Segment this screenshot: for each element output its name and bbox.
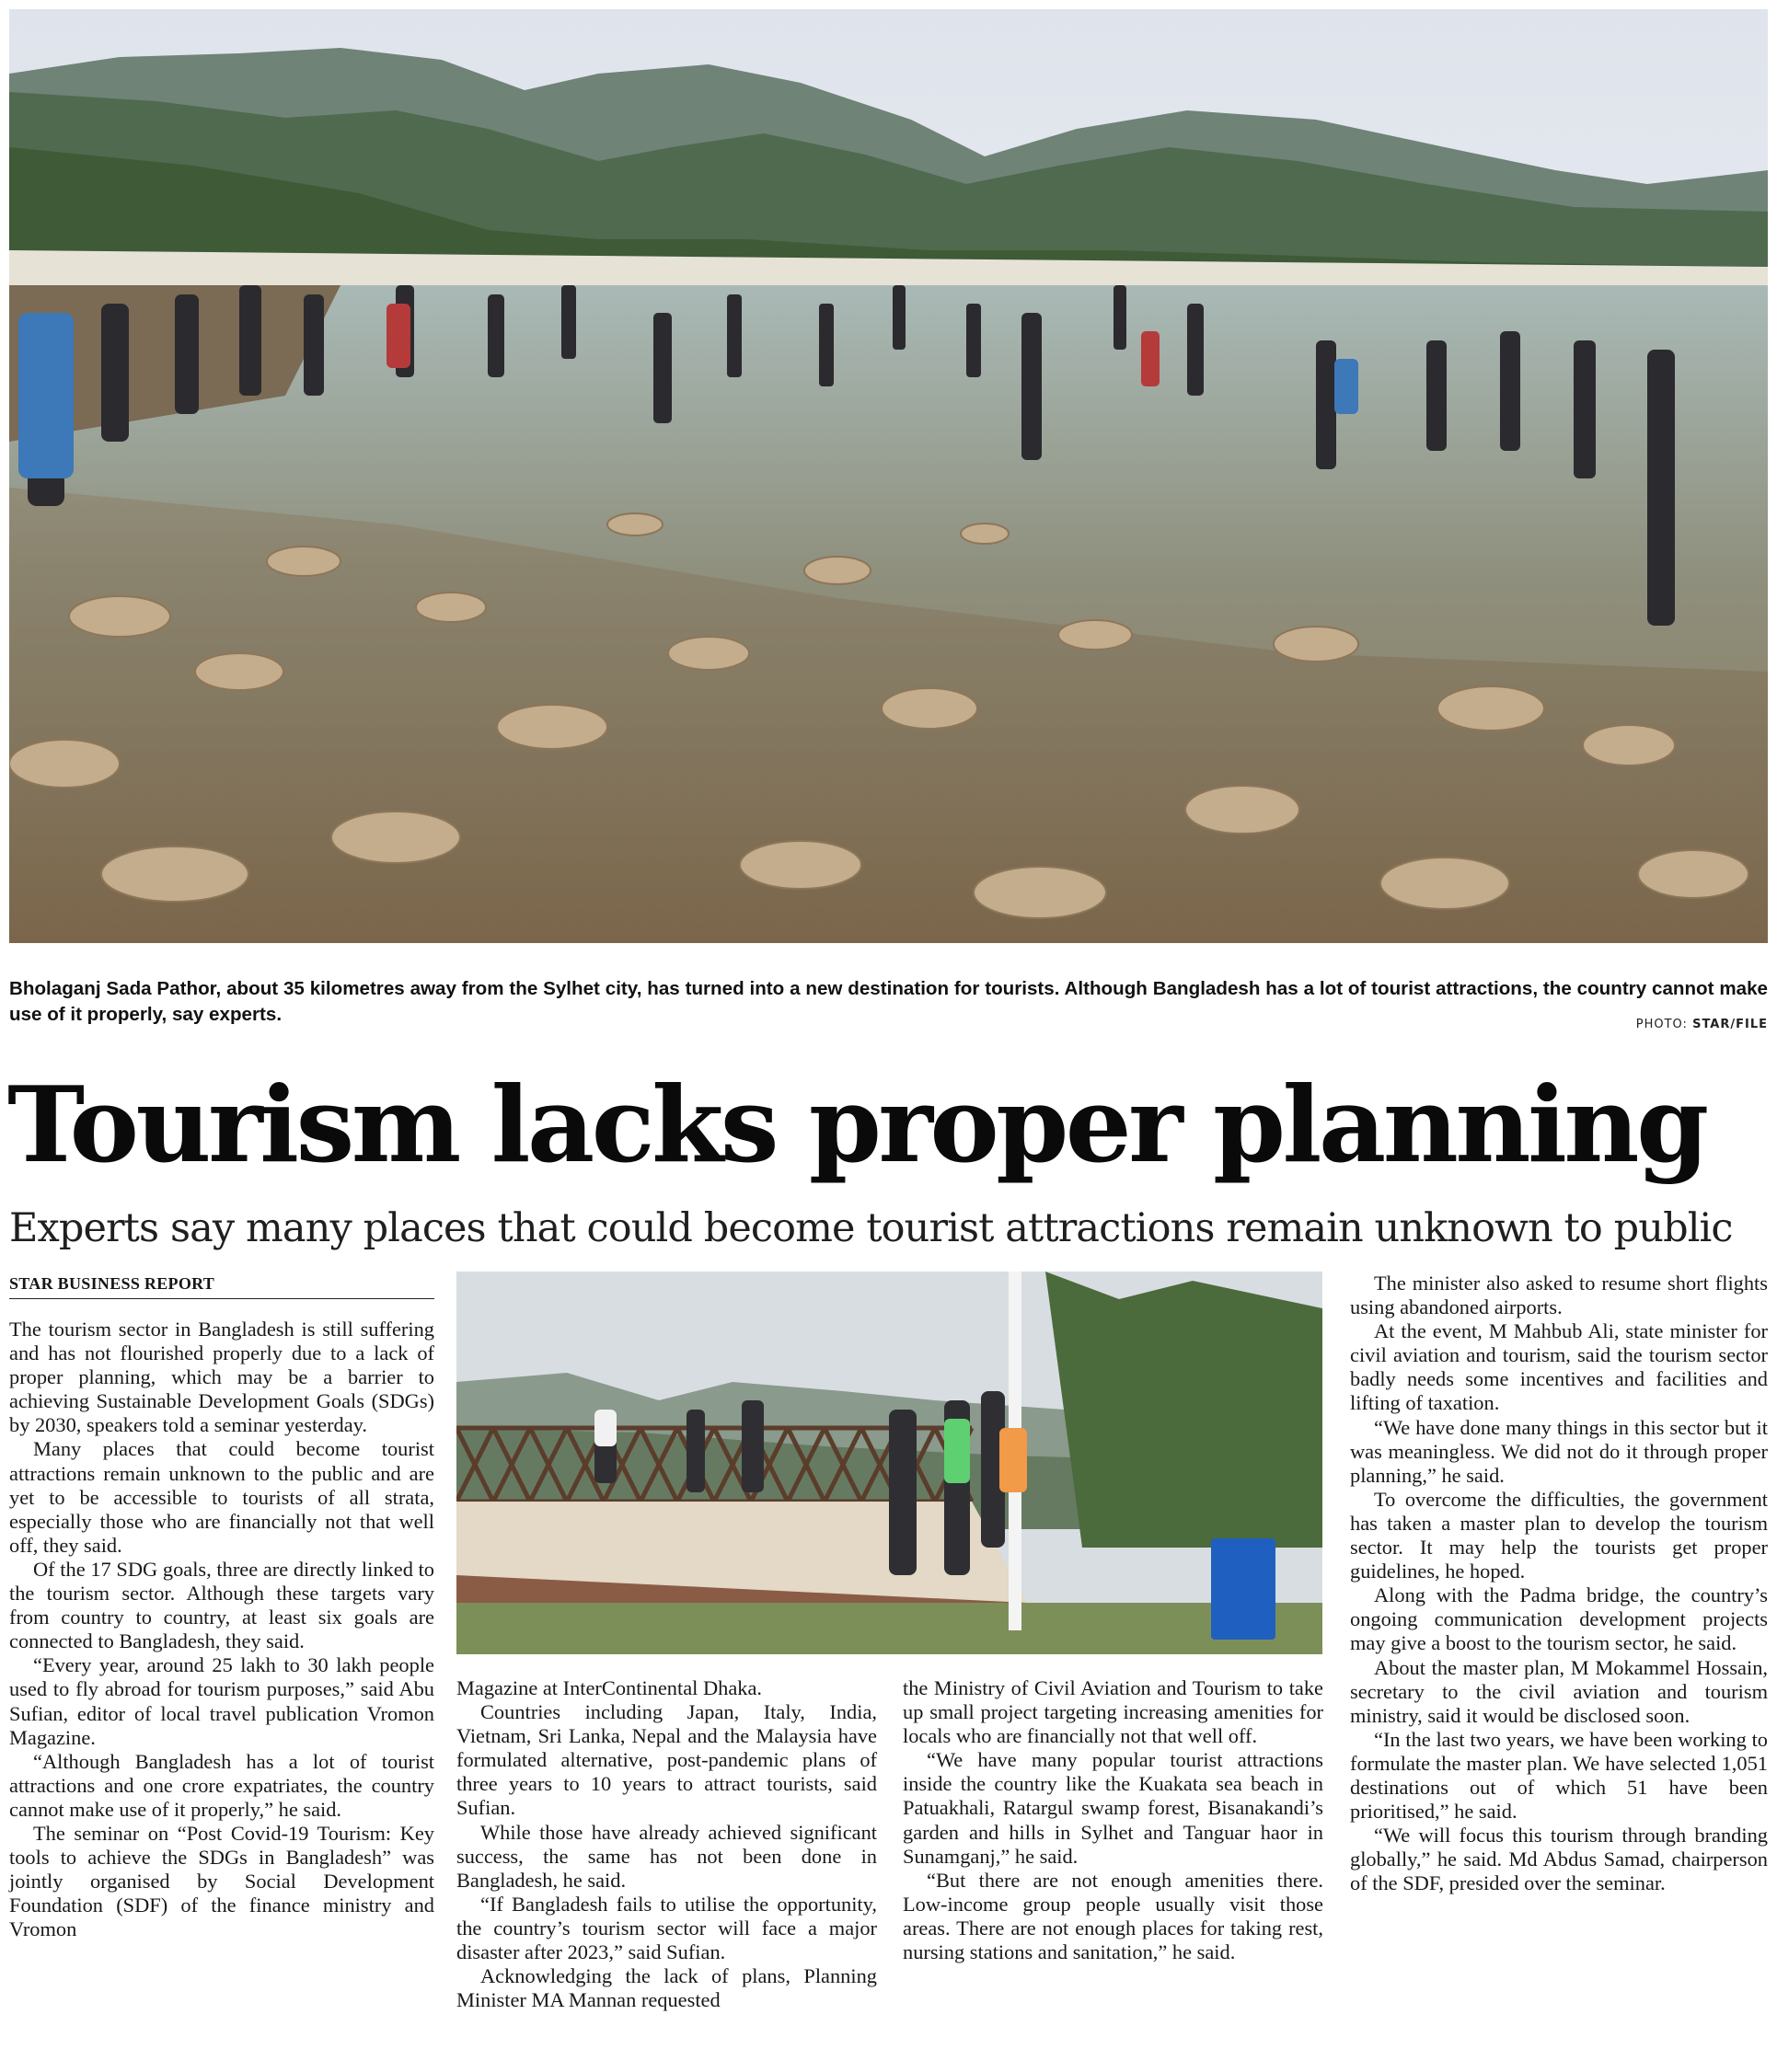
paragraph: “Although Bangladesh has a lot of tourist attractions and one crore expatriates, the country cannot make use of it properly,” he said. [9, 1749, 434, 1821]
paragraph: Many places that could become tourist attractions remain unknown to the public and are yet to be accessible to tourists of all strata, especially those who are financially not that well off, they said. [9, 1437, 434, 1557]
inset-photo-viewpoint [456, 1272, 1322, 1654]
paragraph: To overcome the difficulties, the government has taken a master plan to develop the tourism sector. It may help the tourists get proper guidelines, he hoped. [1350, 1487, 1768, 1583]
article-column-3 [903, 1676, 1323, 1964]
paragraph: “We have many popular tourist attractions inside the country like the Kuakata sea beach in Patuakhali, Ratargul swamp forest, Bisanakandi’s garden and hills in Sylhet and Tanguar haor in Sunamganj,” he said. [903, 1748, 1323, 1868]
paragraph: Acknowledging the lack of plans, Planning Minister MA Mannan requested [456, 1964, 877, 2012]
hero-photo-river-stones [9, 9, 1768, 943]
article-byline: STAR BUSINESS REPORT [9, 1272, 434, 1299]
paragraph: “If Bangladesh fails to utilise the opportunity, the country’s tourism sector will face a major disaster after 2023,” said Sufian. [456, 1892, 877, 1964]
paragraph: “We have done many things in this sector but it was meaningless. We did not do it through proper planning,” he said. [1350, 1415, 1768, 1487]
photo-credit-label: PHOTO: [1635, 1018, 1688, 1031]
paragraph: Of the 17 SDG goals, three are directly linked to the tourism sector. Although these targets vary from country to country, at least six goals are connected to Bangladesh, they said. [9, 1557, 434, 1653]
photo-credit-source: STAR/FILE [1692, 1018, 1768, 1031]
paragraph: The seminar on “Post Covid-19 Tourism: Key tools to achieve the SDGs in Bangladesh” was jointly organised by Social Development Foundation (SDF) of the finance ministry and Vromon [9, 1821, 434, 1941]
paragraph: Countries including Japan, Italy, India, Vietnam, Sri Lanka, Nepal and the Malaysia have formulated alternative, post-pandemic plans of three years to 10 years to attract tourists, said Sufian. [456, 1700, 877, 1820]
paragraph: At the event, M Mahbub Ali, state minister for civil aviation and tourism, said the tourism sector badly needs some incentives and facilities and lifting of taxation. [1350, 1319, 1768, 1415]
paragraph: The minister also asked to resume short flights using abandoned airports. [1350, 1272, 1768, 1319]
paragraph: “But there are not enough amenities there. Low-income group people usually visit those areas. There are not enough places for taking rest, nursing stations and sanitation,” he said. [903, 1868, 1323, 1964]
article-headline: Tourism lacks proper planning [7, 1064, 1706, 1186]
paragraph: “We will focus this tourism through branding globally,” he said. Md Abdus Samad, chairperson of the SDF, presided over the seminar. [1350, 1824, 1768, 1895]
paragraph: The tourism sector in Bangladesh is still suffering and has not flourished properly due to a lack of proper planning, which may be a barrier to achieving Sustainable Development Goals (SDGs) by 2030, speakers told a seminar yesterday. [9, 1318, 434, 1437]
paragraph: “Every year, around 25 lakh to 30 lakh people used to fly abroad for tourism purposes,” said Abu Sufian, editor of local travel publication Vromon Magazine. [9, 1653, 434, 1749]
paragraph: About the master plan, M Mokammel Hossain, secretary to the civil aviation and tourism ministry, said it would be disclosed soon. [1350, 1655, 1768, 1727]
article-column-1 [9, 1318, 434, 1941]
article-column-4 [1350, 1272, 1768, 1895]
paragraph-continued: the Ministry of Civil Aviation and Tourism to take up small project targeting increasing amenities for locals who are financially not that well off. [903, 1676, 1323, 1748]
article-column-2 [456, 1676, 877, 2012]
article-subheadline: Experts say many places that could become tourist attractions remain unknown to public [9, 1205, 1733, 1251]
paragraph-continued: Magazine at InterContinental Dhaka. [456, 1676, 763, 1699]
paragraph: While those have already achieved significant success, the same has not been done in Bangladesh, he said. [456, 1820, 877, 1892]
paragraph: “In the last two years, we have been working to formulate the master plan. We have selected 1,051 destinations out of which 51 have been prioritised,” he said. [1350, 1727, 1768, 1824]
photo-credit [1636, 1018, 1768, 1031]
hero-photo-illustration [9, 9, 1768, 943]
paragraph: Along with the Padma bridge, the country’s ongoing communication development projects may give a boost to the tourism sector, he said. [1350, 1583, 1768, 1655]
inset-photo-illustration [456, 1272, 1322, 1654]
hero-photo-caption: Bholaganj Sada Pathor, about 35 kilometres away from the Sylhet city, has turned into a new destination for tourists. Although Bangladesh has a lot of tourist attractions, the country cannot make use of it properly, say experts. [9, 978, 1768, 1025]
